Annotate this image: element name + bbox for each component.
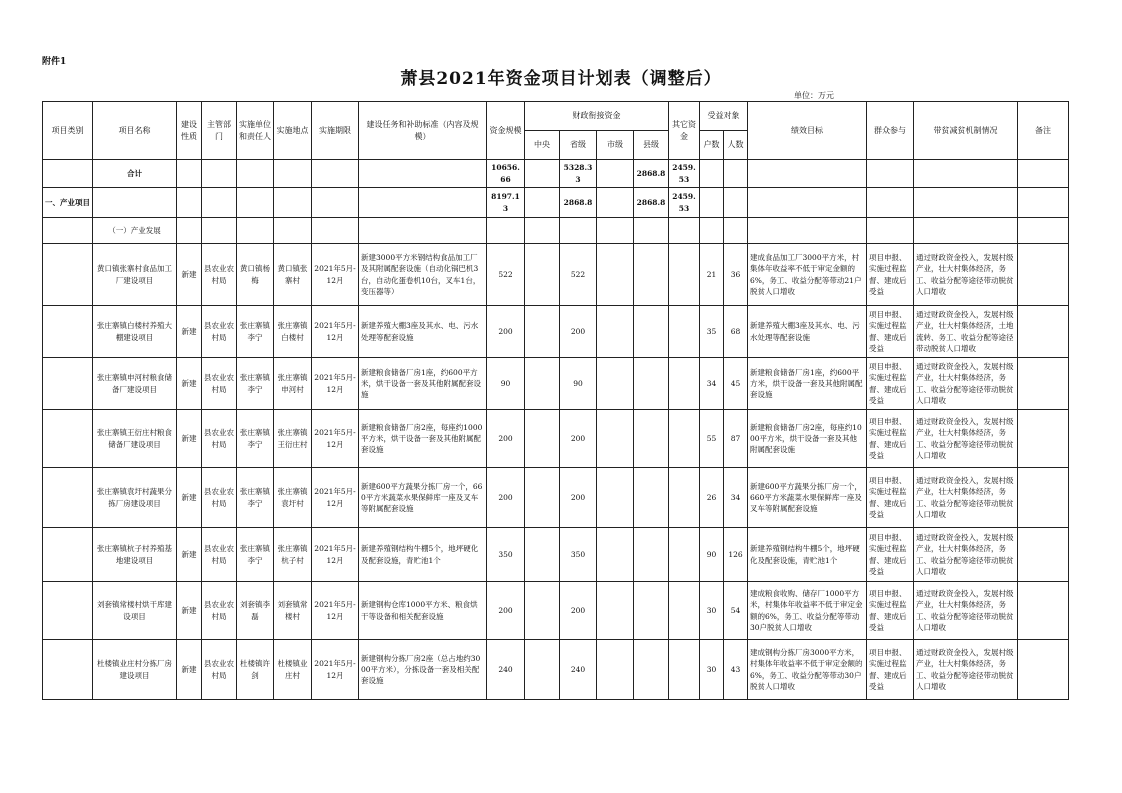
cell-households: 34 <box>700 358 724 410</box>
cell-name: 张庄寨镇杭子村养殖基地建设项目 <box>93 528 177 582</box>
cell-persons: 36 <box>724 244 748 306</box>
header-nature: 建设性质 <box>177 102 202 160</box>
cell-nature: 新建 <box>177 528 202 582</box>
section-other: 2459.53 <box>669 188 700 218</box>
table-row <box>43 582 1069 640</box>
header-city: 市级 <box>597 131 634 160</box>
header-category: 项目类别 <box>43 102 93 160</box>
cell-central <box>525 582 560 640</box>
subsection-row <box>43 218 1069 244</box>
cell-other <box>669 528 700 582</box>
cell-goal: 建成食品加工厂3000平方米，村集体年收益率不低于审定金额的6%，务工、收益分配等带动21户脱贫人口增收 <box>748 244 867 306</box>
cell-households: 21 <box>700 244 724 306</box>
cell-county <box>634 468 669 528</box>
cell-county <box>634 582 669 640</box>
table-row <box>43 410 1069 468</box>
cell-period: 2021年5月-12月 <box>312 306 359 358</box>
header-remarks: 备注 <box>1018 102 1069 160</box>
cell-scale: 200 <box>487 410 525 468</box>
section-label: 一、产业项目 <box>43 188 93 218</box>
cell-name: 张庄寨镇王衍庄村粮食储备厂建设项目 <box>93 410 177 468</box>
cell-central <box>525 528 560 582</box>
cell-city <box>597 306 634 358</box>
cell-period: 2021年5月-12月 <box>312 358 359 410</box>
cell-remarks <box>1018 640 1069 700</box>
cell-remarks <box>1018 410 1069 468</box>
cell-category <box>43 468 93 528</box>
cell-county <box>634 528 669 582</box>
cell-households: 30 <box>700 582 724 640</box>
cell-households: 55 <box>700 410 724 468</box>
header-households: 户数 <box>700 131 724 160</box>
cell-county <box>634 640 669 700</box>
cell-content: 新建3000平方米钢结构食品加工厂及其附属配套设施（自动化锅巴机3台，自动化蛋卷机10台，叉车1台，变压器等） <box>359 244 487 306</box>
cell-name: 张庄寨镇袁圩村蔬果分拣厂房建设项目 <box>93 468 177 528</box>
cell-dept: 县农业农村局 <box>202 244 237 306</box>
cell-remarks <box>1018 582 1069 640</box>
cell-persons: 126 <box>724 528 748 582</box>
header-executor: 实施单位和责任人 <box>237 102 274 160</box>
cell-goal: 新建粮食储备厂房2座，每座约1000平方米，烘干设备一套及其他附属配套设施 <box>748 410 867 468</box>
cell-provincial: 200 <box>560 306 597 358</box>
cell-content: 新建粮食储备厂房2座，每座约1000平方米，烘干设备一套及其他附属配套设施 <box>359 410 487 468</box>
section-scale: 8197.13 <box>487 188 525 218</box>
cell-provincial: 90 <box>560 358 597 410</box>
cell-location: 张庄寨镇白楼村 <box>274 306 312 358</box>
table-row <box>43 244 1069 306</box>
cell-content: 新建养殖钢结构牛棚5个，地坪硬化及配套设施，青贮池1个 <box>359 528 487 582</box>
header-location: 实施地点 <box>274 102 312 160</box>
table-row <box>43 640 1069 700</box>
cell-scale: 350 <box>487 528 525 582</box>
cell-executor: 张庄寨镇李宁 <box>237 358 274 410</box>
cell-provincial: 522 <box>560 244 597 306</box>
cell-location: 刘套镇常楼村 <box>274 582 312 640</box>
cell-period: 2021年5月-12月 <box>312 410 359 468</box>
cell-dept: 县农业农村局 <box>202 640 237 700</box>
cell-other <box>669 582 700 640</box>
header-period: 实施期限 <box>312 102 359 160</box>
cell-scale: 522 <box>487 244 525 306</box>
cell-name: 张庄寨镇申河村粮食储备厂建设项目 <box>93 358 177 410</box>
cell-location: 黄口镇张寨村 <box>274 244 312 306</box>
cell-executor: 张庄寨镇李宁 <box>237 410 274 468</box>
cell-nature: 新建 <box>177 468 202 528</box>
cell-content: 新建钢构仓库1000平方米、粮食烘干等设备和相关配套设施 <box>359 582 487 640</box>
section-county: 2868.8 <box>634 188 669 218</box>
cell-remarks <box>1018 468 1069 528</box>
cell-households: 35 <box>700 306 724 358</box>
cell-mechanism: 通过财政资金投入，发展村级产业，壮大村集体经济，土地流转、务工、收益分配等途径带动脱贫人口增收 <box>914 306 1018 358</box>
header-name: 项目名称 <box>93 102 177 160</box>
cell-name: 杜楼镇业庄村分拣厂房建设项目 <box>93 640 177 700</box>
header-mechanism: 带贫减贫机制情况 <box>914 102 1018 160</box>
page-title: 萧县2021年资金项目计划表（调整后） <box>400 69 722 89</box>
cell-other <box>669 306 700 358</box>
unit-label: 单位：万元 <box>794 91 834 100</box>
cell-county <box>634 306 669 358</box>
cell-participation: 项目申报、实施过程监督、建成后受益 <box>867 582 914 640</box>
cell-goal: 建成钢构分拣厂房3000平方米，村集体年收益率不低于审定金额的6%，务工、收益分配等带动30户脱贫人口增收 <box>748 640 867 700</box>
cell-central <box>525 410 560 468</box>
cell-central <box>525 468 560 528</box>
cell-participation: 项目申报、实施过程监督、建成后受益 <box>867 640 914 700</box>
cell-category <box>43 306 93 358</box>
cell-name: 刘套镇常楼村烘干库建设项目 <box>93 582 177 640</box>
cell-persons: 87 <box>724 410 748 468</box>
cell-executor: 张庄寨镇李宁 <box>237 468 274 528</box>
cell-goal: 新建粮食储备厂房1座，约600平方米，烘干设备一套及其他附属配套设施 <box>748 358 867 410</box>
cell-dept: 县农业农村局 <box>202 528 237 582</box>
cell-executor: 黄口镇杨梅 <box>237 244 274 306</box>
cell-persons: 43 <box>724 640 748 700</box>
cell-remarks <box>1018 244 1069 306</box>
cell-city <box>597 410 634 468</box>
cell-dept: 县农业农村局 <box>202 582 237 640</box>
section-provincial: 2868.8 <box>560 188 597 218</box>
table-row <box>43 358 1069 410</box>
cell-category <box>43 582 93 640</box>
cell-participation: 项目申报、实施过程监督、建成后受益 <box>867 528 914 582</box>
cell-nature: 新建 <box>177 358 202 410</box>
cell-city <box>597 244 634 306</box>
cell-provincial: 200 <box>560 410 597 468</box>
cell-households: 90 <box>700 528 724 582</box>
cell-scale: 200 <box>487 582 525 640</box>
header-dept: 主管部门 <box>202 102 237 160</box>
cell-goal: 建成粮食收购、储存厂1000平方米，村集体年收益率不低于审定金额的6%，务工、收益分配等带动30户脱贫人口增收 <box>748 582 867 640</box>
cell-mechanism: 通过财政资金投入，发展村级产业，壮大村集体经济，务工、收益分配等途径带动脱贫人口增收 <box>914 410 1018 468</box>
table-row <box>43 528 1069 582</box>
cell-city <box>597 640 634 700</box>
header-participation: 群众参与 <box>867 102 914 160</box>
total-other: 2459.53 <box>669 160 700 188</box>
cell-city <box>597 468 634 528</box>
cell-central <box>525 244 560 306</box>
cell-participation: 项目申报、实施过程监督、建成后受益 <box>867 410 914 468</box>
cell-content: 新建钢构分拣厂房2座（总占地约3000平方米），分拣设备一套及相关配套设施 <box>359 640 487 700</box>
cell-scale: 200 <box>487 306 525 358</box>
cell-remarks <box>1018 528 1069 582</box>
cell-persons: 54 <box>724 582 748 640</box>
header-content: 建设任务和补助标准（内容及规模） <box>359 102 487 160</box>
cell-period: 2021年5月-12月 <box>312 528 359 582</box>
table-row <box>43 468 1069 528</box>
cell-period: 2021年5月-12月 <box>312 244 359 306</box>
cell-period: 2021年5月-12月 <box>312 582 359 640</box>
cell-location: 张庄寨镇王衍庄村 <box>274 410 312 468</box>
section-row <box>43 188 1069 218</box>
cell-persons: 68 <box>724 306 748 358</box>
cell-executor: 张庄寨镇李宁 <box>237 306 274 358</box>
cell-nature: 新建 <box>177 244 202 306</box>
attachment-label: 附件1 <box>42 57 67 67</box>
total-label: 合计 <box>93 160 177 188</box>
cell-other <box>669 358 700 410</box>
header-central: 中央 <box>525 131 560 160</box>
cell-provincial: 240 <box>560 640 597 700</box>
cell-content: 新建养殖大棚3座及其水、电、污水处理等配套设施 <box>359 306 487 358</box>
cell-remarks <box>1018 358 1069 410</box>
cell-name: 黄口镇张寨村食品加工厂建设项目 <box>93 244 177 306</box>
cell-mechanism: 通过财政资金投入，发展村级产业，壮大村集体经济，务工、收益分配等途径带动脱贫人口增收 <box>914 468 1018 528</box>
total-row <box>43 160 1069 188</box>
cell-provincial: 200 <box>560 468 597 528</box>
cell-category <box>43 244 93 306</box>
subsection-label: （一）产业发展 <box>93 218 177 244</box>
cell-category <box>43 358 93 410</box>
header-county: 县级 <box>634 131 669 160</box>
cell-other <box>669 468 700 528</box>
cell-location: 杜楼镇业庄村 <box>274 640 312 700</box>
cell-county <box>634 244 669 306</box>
cell-provincial: 350 <box>560 528 597 582</box>
cell-goal: 新建600平方蔬果分拣厂房一个，660平方米蔬菜水果保鲜库一座及叉车等附属配套设施 <box>748 468 867 528</box>
cell-executor: 刘套镇李磊 <box>237 582 274 640</box>
header-beneficiary: 受益对象 <box>700 102 748 131</box>
header-fiscal: 财政衔接资金 <box>525 102 669 131</box>
cell-goal: 新建养殖大棚3座及其水、电、污水处理等配套设施 <box>748 306 867 358</box>
cell-dept: 县农业农村局 <box>202 306 237 358</box>
cell-period: 2021年5月-12月 <box>312 640 359 700</box>
cell-dept: 县农业农村局 <box>202 468 237 528</box>
cell-mechanism: 通过财政资金投入，发展村级产业，壮大村集体经济，务工、收益分配等途径带动脱贫人口增收 <box>914 528 1018 582</box>
cell-central <box>525 640 560 700</box>
cell-mechanism: 通过财政资金投入，发展村级产业，壮大村集体经济，务工、收益分配等途径带动脱贫人口增收 <box>914 358 1018 410</box>
cell-category <box>43 410 93 468</box>
cell-households: 30 <box>700 640 724 700</box>
cell-content: 新建粮食储备厂房1座，约600平方米，烘干设备一套及其他附属配套设施 <box>359 358 487 410</box>
total-scale: 10656.66 <box>487 160 525 188</box>
cell-content: 新建600平方蔬果分拣厂房一个，660平方米蔬菜水果保鲜库一座及叉车等附属配套设施 <box>359 468 487 528</box>
cell-participation: 项目申报、实施过程监督、建成后受益 <box>867 244 914 306</box>
cell-provincial: 200 <box>560 582 597 640</box>
cell-location: 张庄寨镇杭子村 <box>274 528 312 582</box>
cell-mechanism: 通过财政资金投入，发展村级产业，壮大村集体经济，务工、收益分配等途径带动脱贫人口增收 <box>914 582 1018 640</box>
cell-participation: 项目申报、实施过程监督、建成后受益 <box>867 306 914 358</box>
total-county: 2868.8 <box>634 160 669 188</box>
cell-households: 26 <box>700 468 724 528</box>
cell-nature: 新建 <box>177 410 202 468</box>
cell-scale: 90 <box>487 358 525 410</box>
cell-location: 张庄寨镇袁圩村 <box>274 468 312 528</box>
cell-city <box>597 358 634 410</box>
header-persons: 人数 <box>724 131 748 160</box>
cell-persons: 34 <box>724 468 748 528</box>
header-scale: 资金规模 <box>487 102 525 160</box>
cell-scale: 240 <box>487 640 525 700</box>
cell-mechanism: 通过财政资金投入，发展村级产业，壮大村集体经济，务工、收益分配等途径带动脱贫人口增收 <box>914 640 1018 700</box>
cell-central <box>525 306 560 358</box>
cell-remarks <box>1018 306 1069 358</box>
cell-participation: 项目申报、实施过程监督、建成后受益 <box>867 468 914 528</box>
header-goal: 绩效目标 <box>748 102 867 160</box>
cell-dept: 县农业农村局 <box>202 358 237 410</box>
cell-location: 张庄寨镇申河村 <box>274 358 312 410</box>
cell-category <box>43 528 93 582</box>
cell-category <box>43 640 93 700</box>
table-row <box>43 306 1069 358</box>
fund-plan-table <box>42 101 1069 700</box>
cell-other <box>669 244 700 306</box>
cell-goal: 新建养殖钢结构牛棚5个，地坪硬化及配套设施，青贮池1个 <box>748 528 867 582</box>
cell-city <box>597 582 634 640</box>
cell-scale: 200 <box>487 468 525 528</box>
cell-other <box>669 410 700 468</box>
cell-nature: 新建 <box>177 640 202 700</box>
cell-other <box>669 640 700 700</box>
cell-dept: 县农业农村局 <box>202 410 237 468</box>
cell-central <box>525 358 560 410</box>
cell-city <box>597 528 634 582</box>
header-other: 其它资金 <box>669 102 700 160</box>
cell-period: 2021年5月-12月 <box>312 468 359 528</box>
total-provincial: 5328.33 <box>560 160 597 188</box>
header-provincial: 省级 <box>560 131 597 160</box>
cell-county <box>634 410 669 468</box>
cell-persons: 45 <box>724 358 748 410</box>
cell-executor: 杜楼镇许剑 <box>237 640 274 700</box>
cell-nature: 新建 <box>177 582 202 640</box>
cell-participation: 项目申报、实施过程监督、建成后受益 <box>867 358 914 410</box>
cell-county <box>634 358 669 410</box>
cell-executor: 张庄寨镇李宁 <box>237 528 274 582</box>
cell-nature: 新建 <box>177 306 202 358</box>
cell-name: 张庄寨镇白楼村养殖大棚建设项目 <box>93 306 177 358</box>
cell-mechanism: 通过财政资金投入，发展村级产业，壮大村集体经济，务工、收益分配等途径带动脱贫人口增收 <box>914 244 1018 306</box>
